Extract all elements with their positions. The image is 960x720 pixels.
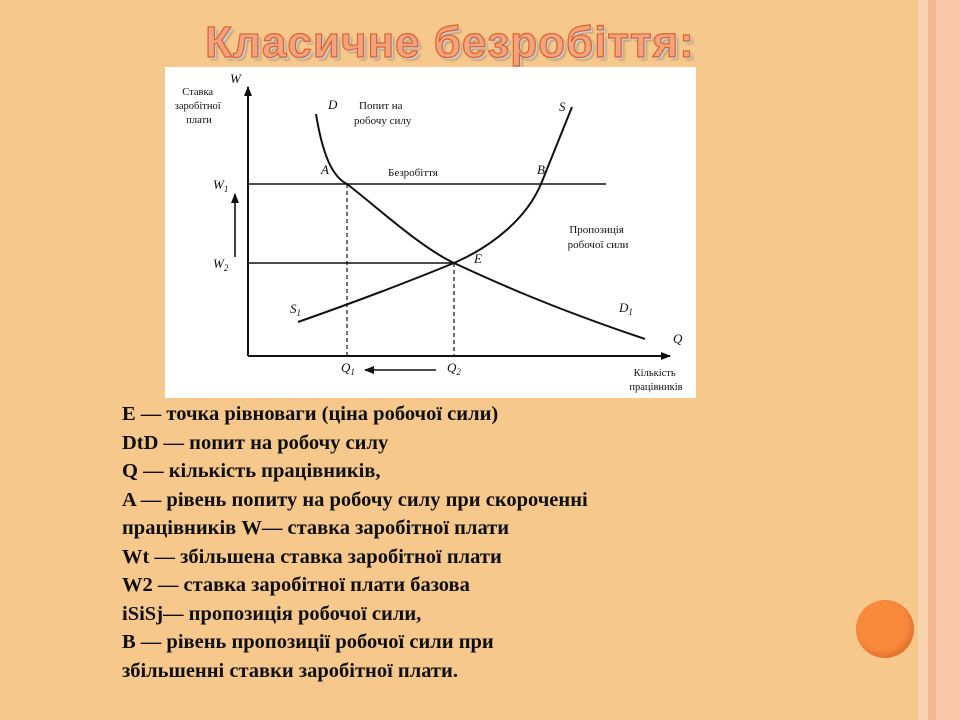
q1-label: $Q_1$ — [341, 360, 355, 377]
point-a-label: A — [321, 162, 329, 177]
legend-line: працівників W— ставка заробітної плати — [122, 517, 510, 539]
demand-curve-label-d: D — [328, 97, 338, 112]
decor-circle — [856, 600, 914, 658]
unemployment-label: Безробіття — [388, 167, 438, 179]
legend-line: E — точка рівноваги (ціна робочої сили) — [122, 403, 499, 425]
point-b-label: B — [537, 162, 545, 177]
legend-line: Q — кількість працівників, — [122, 460, 381, 482]
legend-line: DtD — попит на робочу силу — [122, 431, 389, 454]
supply-curve-label-s1: $S_1$ — [290, 301, 301, 318]
legend-text — [122, 400, 842, 685]
y-axis-label: W — [230, 71, 241, 86]
demand-curve-label-d1: $D_1$ — [619, 300, 633, 317]
decor-stripe-2 — [928, 0, 936, 720]
w2-label: $W_2$ — [213, 256, 229, 273]
supply-curve — [298, 107, 572, 322]
decor-stripe-3 — [936, 0, 960, 720]
legend-line: A — рівень попиту на робочу силу при скороченні — [122, 488, 588, 511]
x-axis-caption: Кількість працівників — [629, 368, 683, 393]
supply-caption: Пропозиція робочої сили — [567, 224, 629, 251]
w1-label: $W_1$ — [213, 177, 229, 194]
demand-caption: Попит на робочу силу — [354, 100, 412, 127]
q2-label: $Q_2$ — [447, 360, 461, 377]
legend-line: B — рівень пропозиції робочої сили при — [122, 631, 494, 653]
legend-line: збільшенні ставки заробітної плати. — [122, 659, 458, 682]
y-axis-caption: Ставка заробітної плати — [174, 87, 221, 126]
legend-line: Wt — збільшена ставка заробітної плати — [122, 545, 502, 568]
point-e-label: E — [474, 251, 482, 266]
slide-title: Класичне безробіття: — [205, 18, 695, 67]
decor-stripe-1 — [918, 0, 928, 720]
legend-line: iSiSj— пропозиція робочої сили, — [122, 602, 422, 625]
supply-curve-label-s: S — [559, 99, 566, 114]
labor-market-diagram — [165, 67, 696, 398]
x-axis-label: Q — [673, 331, 683, 346]
legend-line: W2 — ставка заробітної плати базова — [122, 574, 470, 596]
